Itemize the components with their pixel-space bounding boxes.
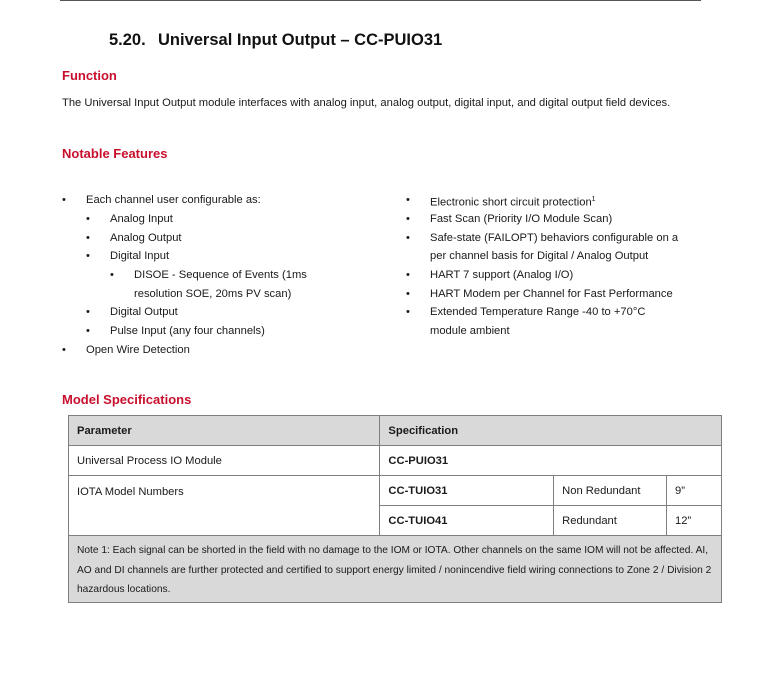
- function-text: The Universal Input Output module interfaces with analog input, analog output, digital input, and digital output field devices.: [62, 97, 671, 109]
- list-item-text: Digital Output: [110, 306, 178, 318]
- list-item-text: module ambient: [430, 325, 510, 337]
- cell-model: CC-TUIO41: [380, 506, 554, 536]
- bullet-dot: •: [86, 250, 90, 262]
- header-parameter: Parameter: [69, 416, 380, 446]
- cell-parameter: IOTA Model Numbers: [69, 476, 380, 536]
- table-header-row: [69, 416, 722, 446]
- list-item-text: Digital Input: [110, 250, 170, 262]
- list-item-text: Analog Input: [110, 213, 173, 225]
- list-item-text: per channel basis for Digital / Analog Output: [430, 250, 649, 262]
- cell-size: 9”: [667, 476, 722, 506]
- section-number: 5.20.: [109, 31, 146, 49]
- list-item-text: Extended Temperature Range -40 to +70°C: [430, 306, 646, 318]
- short-circuit-text: Electronic short circuit protection: [430, 196, 592, 209]
- features-heading: Notable Features: [62, 146, 168, 161]
- bullet-dot: •: [406, 288, 410, 300]
- bullet-dot: •: [406, 306, 410, 318]
- header-specification: Specification: [380, 416, 722, 446]
- cell-parameter: Universal Process IO Module: [69, 446, 380, 476]
- cell-spec: CC-PUIO31: [380, 446, 722, 476]
- list-item-text: Each channel user configurable as:: [86, 194, 261, 206]
- bullet-dot: •: [406, 213, 410, 225]
- bullet-dot: •: [86, 306, 90, 318]
- cell-type: Redundant: [554, 506, 667, 536]
- list-item-text: Open Wire Detection: [86, 344, 190, 356]
- cell-model: CC-TUIO31: [380, 476, 554, 506]
- list-item-text: Safe-state (FAILOPT) behaviors configurable on a: [430, 232, 679, 244]
- bullet-dot: •: [110, 269, 114, 281]
- bullet-dot: •: [406, 232, 410, 244]
- table-note-row: [69, 536, 722, 603]
- model-specs-heading: Model Specifications: [62, 392, 192, 407]
- table-note: Note 1: Each signal can be shorted in the field with no damage to the IOM or IOTA. Other channels on the same IOM will not be affected. AI, AO and DI channels are further protected and certified to support energy limited / nonincendive field wiring connections to Zone 2 / Division 2 hazardous locations.: [69, 536, 722, 603]
- footnote-marker: 1: [591, 196, 596, 203]
- bullet-dot: •: [86, 325, 90, 337]
- function-heading: Function: [62, 68, 117, 83]
- section-title-text: Universal Input Output – CC-PUIO31: [158, 31, 443, 49]
- list-item-text: HART Modem per Channel for Fast Performance: [430, 288, 673, 300]
- list-item-text: Analog Output: [110, 232, 182, 244]
- table-row: [69, 476, 722, 506]
- bullet-dot: •: [86, 213, 90, 225]
- list-item-text: HART 7 support (Analog I/O): [430, 269, 574, 281]
- list-item-text: Pulse Input (any four channels): [110, 325, 265, 337]
- cell-size: 12”: [667, 506, 722, 536]
- bullet-dot: •: [62, 344, 66, 356]
- spec-table: [68, 415, 722, 603]
- list-item-text: resolution SOE, 20ms PV scan): [134, 288, 292, 300]
- bullet-dot: •: [406, 194, 410, 206]
- bullet-dot: •: [62, 194, 66, 206]
- bullet-dot: •: [86, 232, 90, 244]
- table-row: [69, 446, 722, 476]
- section-title: [109, 31, 442, 50]
- bullet-dot: •: [406, 269, 410, 281]
- cell-type: Non Redundant: [554, 476, 667, 506]
- list-item-text: Fast Scan (Priority I/O Module Scan): [430, 213, 613, 225]
- top-rule: [60, 0, 701, 1]
- list-item-text: DISOE - Sequence of Events (1ms: [134, 269, 307, 281]
